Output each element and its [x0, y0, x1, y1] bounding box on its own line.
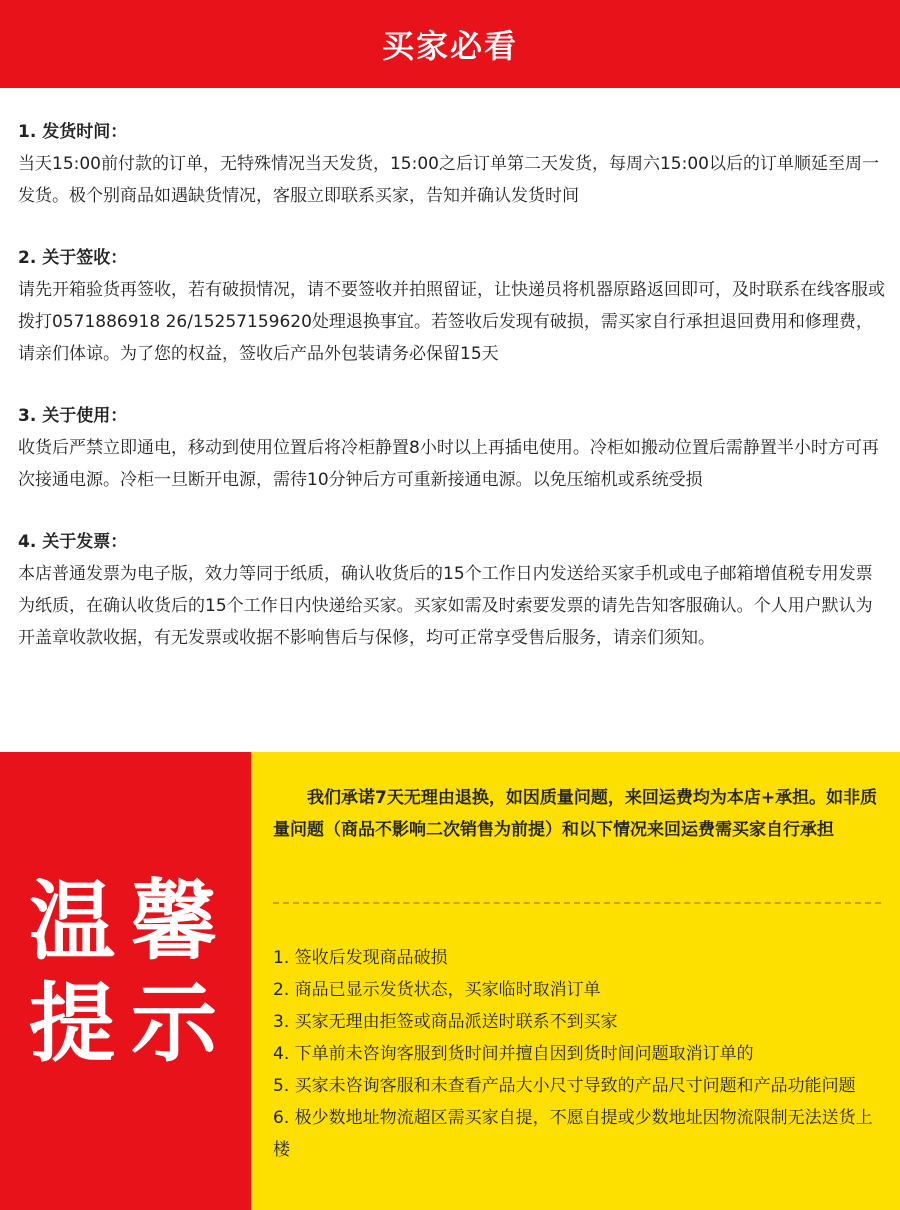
list-item: 3. 买家无理由拒签或商品派送时联系不到买家 — [273, 1012, 618, 1032]
banner-title: 买家必看 — [381, 27, 518, 65]
return-promise: 我们承诺7天无理由退换，如因质量问题，来回运费均为本店+承担。如非质量问题（商品不影响二次销售为前提）和以下情况来回运费需买家自行承担 — [273, 788, 878, 840]
buyer-notes — [18, 116, 888, 684]
list-item: 4. 下单前未咨询客服到货时间并擅自因到货时间问题取消订单的 — [273, 1044, 754, 1064]
list-item: 1. 签收后发现商品破损 — [273, 948, 448, 968]
section-shipping-time — [18, 116, 888, 212]
condition-list — [273, 942, 883, 1166]
reminder-char: 温 — [29, 872, 115, 972]
reminder-title-block — [0, 752, 251, 1210]
section-heading: 3. 关于使用： — [18, 406, 128, 426]
warm-reminder-panel — [0, 752, 900, 1210]
reminder-char: 馨 — [131, 872, 217, 972]
reminder-char: 提 — [29, 974, 115, 1074]
section-invoice — [18, 526, 888, 654]
reminder-content — [251, 752, 900, 1210]
section-body: 本店普通发票为电子版，效力等同于纸质，确认收货后的15个工作日内发送给买家手机或电子邮箱增值税专用发票为纸质，在确认收货后的15个工作日内快递给买家。买家如需及时索要发票的请先告知客服确认。个人用户默认为开盖章收款收据，有无发票或收据不影响售后与保修，均可正常享受售后服务，请亲们须知。 — [18, 564, 873, 648]
section-receipt — [18, 242, 888, 370]
list-item: 6. 极少数地址物流超区需买家自提，不愿自提或少数地址因物流限制无法送货上楼 — [273, 1108, 873, 1160]
section-heading: 4. 关于发票： — [18, 532, 128, 552]
header-banner — [0, 0, 900, 88]
list-item: 5. 买家未咨询客服和未查看产品大小尺寸导致的产品尺寸问题和产品功能问题 — [273, 1076, 856, 1096]
section-heading: 2. 关于签收： — [18, 248, 128, 268]
dashed-divider — [273, 902, 881, 904]
section-body: 收货后严禁立即通电，移动到使用位置后将冷柜静置8小时以上再插电使用。冷柜如搬动位置后需静置半小时方可再次接通电源。冷柜一旦断开电源，需待10分钟后方可重新接通电源。以免压缩机或系统受损 — [18, 438, 879, 490]
reminder-char: 示 — [131, 974, 217, 1074]
section-body: 请先开箱验货再签收，若有破损情况，请不要签收并拍照留证，让快递员将机器原路返回即可，及时联系在线客服或拨打0571886918 26/15257159620处理退换事宜。若签收后发现有破损，需买家自行承担退回费用和修理费，请亲们体谅。为了您的权益，签收后产品外包装请务必保留15天 — [18, 280, 885, 364]
section-body: 当天15:00前付款的订单，无特殊情况当天发货，15:00之后订单第二天发货，每周六15:00以后的订单顺延至周一发货。极个别商品如遇缺货情况，客服立即联系买家，告知并确认发货时间 — [18, 154, 879, 206]
section-usage — [18, 400, 888, 496]
list-item: 2. 商品已显示发货状态，买家临时取消订单 — [273, 980, 601, 1000]
section-heading: 1. 发货时间： — [18, 122, 128, 142]
